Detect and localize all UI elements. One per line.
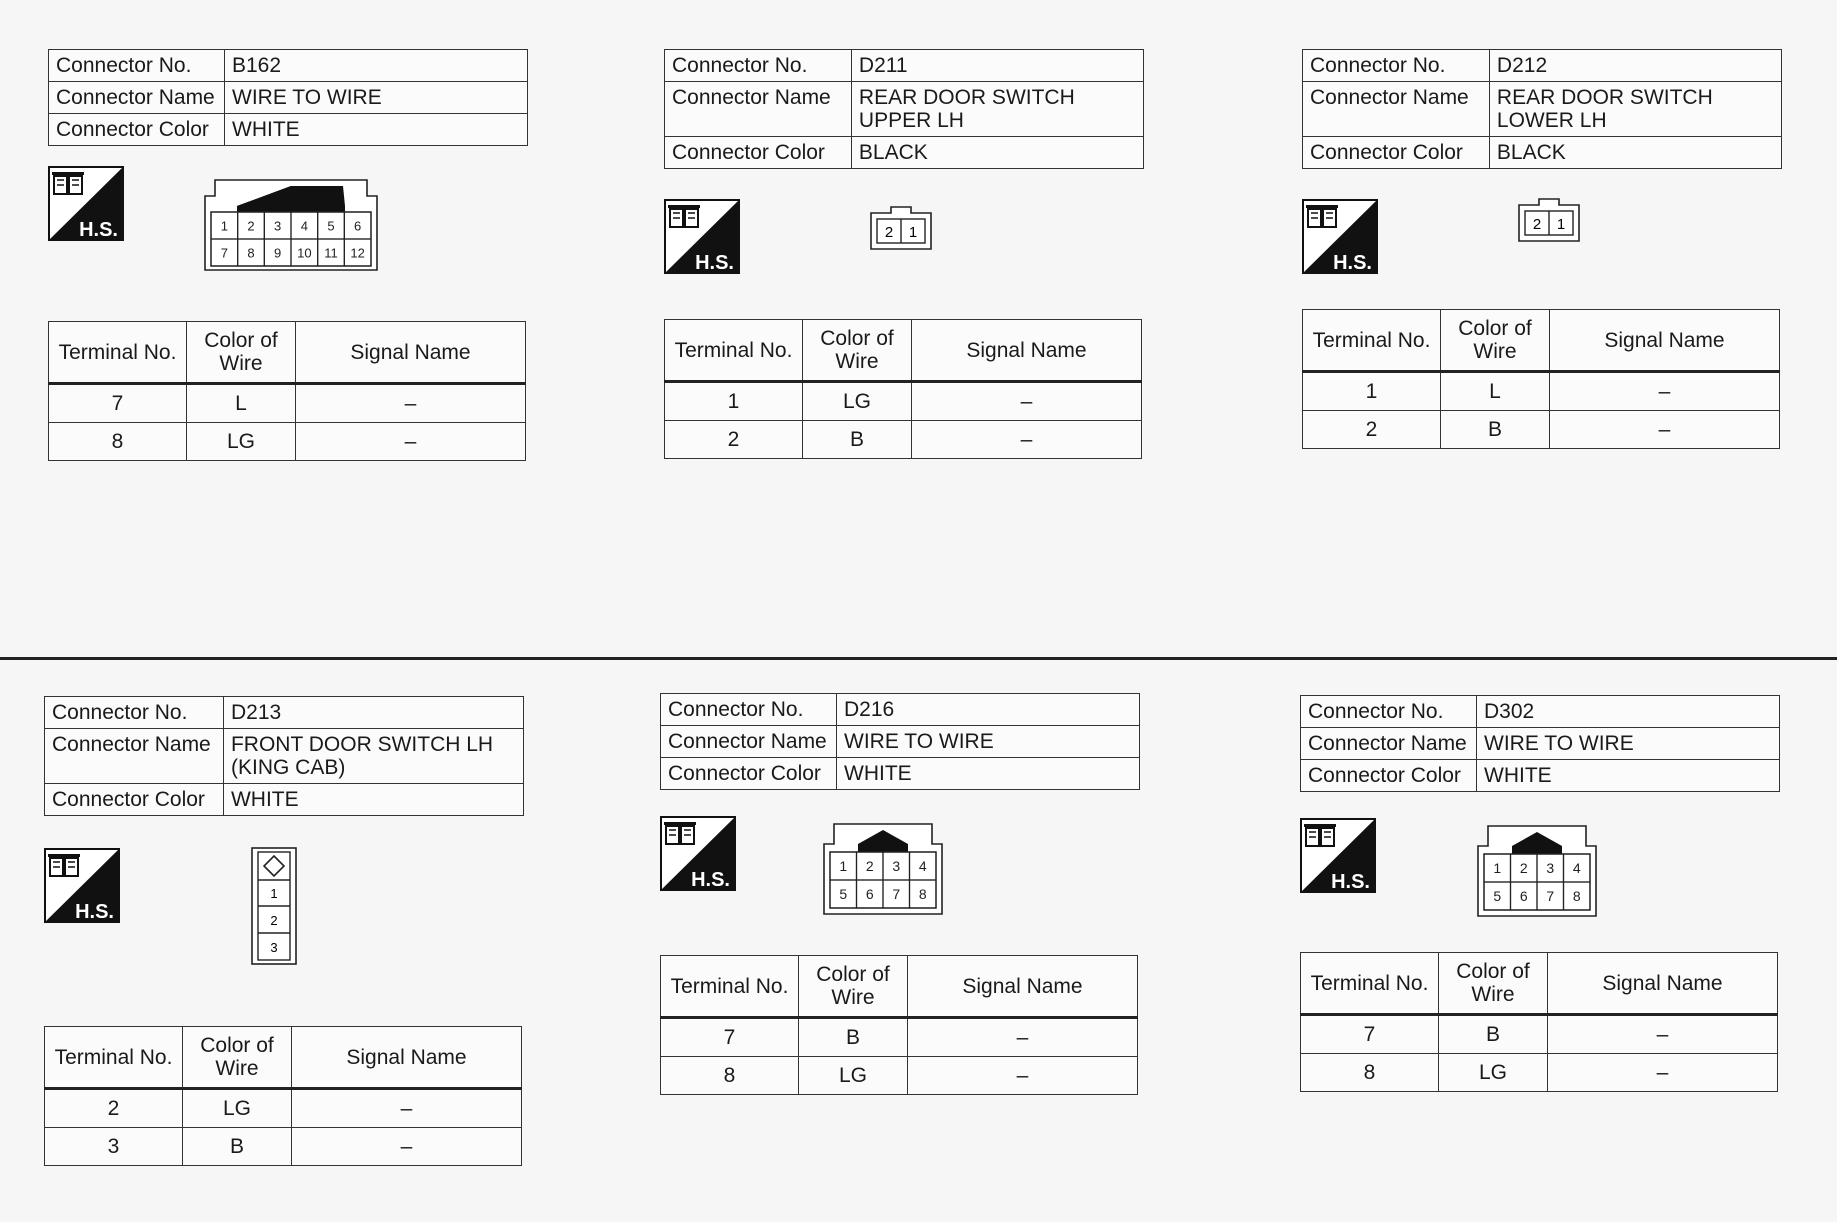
connector-color-value: BLACK: [851, 137, 1143, 169]
pin-label: 6: [354, 218, 362, 234]
pin-label: 1: [220, 218, 228, 234]
signal-name-header: Signal Name: [908, 956, 1138, 1018]
color-of-wire-header: Color of Wire: [799, 956, 908, 1018]
terminal-table: [660, 955, 1138, 1095]
terminal-table: [48, 321, 526, 461]
terminal-no-header: Terminal No.: [1303, 310, 1441, 372]
pin-label: 4: [300, 218, 308, 234]
pin-label: 1: [839, 858, 848, 874]
harness-side-icon: [1302, 199, 1378, 274]
terminal-table: [1302, 309, 1780, 449]
pin-label: 7: [892, 886, 901, 902]
terminal-cell: 8: [661, 1057, 799, 1095]
harness-side-icon: [48, 166, 124, 241]
pin-label: 2: [1532, 216, 1542, 233]
pin-label: 6: [865, 886, 874, 902]
connector-color-label: Connector Color: [49, 114, 225, 146]
terminal-table: [44, 1026, 522, 1166]
connector-no-label: Connector No.: [661, 694, 837, 726]
pin-cells: [1484, 854, 1590, 910]
terminal-cell: 2: [1303, 411, 1441, 449]
pin-label: 8: [1572, 888, 1581, 904]
signal-cell: –: [1550, 411, 1780, 449]
terminal-cell: 8: [1301, 1054, 1439, 1092]
signal-cell: –: [908, 1018, 1138, 1057]
pin-label: 2: [1519, 860, 1528, 876]
connector-no-value: D302: [1477, 696, 1780, 728]
terminal-no-header: Terminal No.: [49, 322, 187, 384]
table-row: [45, 1089, 522, 1128]
terminal-cell: 7: [49, 384, 187, 423]
wire-color-cell: L: [187, 384, 296, 423]
wire-color-cell: LG: [1439, 1054, 1548, 1092]
connector-info-table: [1300, 695, 1780, 792]
connector-name-label: Connector Name: [665, 82, 852, 137]
table-row: [665, 421, 1142, 459]
connector-12pin-diagram: [203, 172, 379, 272]
connector-block-b162: [48, 49, 528, 461]
table-row: [661, 1018, 1138, 1057]
table-row: [1301, 1054, 1778, 1092]
connector-name-label: Connector Name: [1303, 82, 1490, 137]
signal-name-header: Signal Name: [296, 322, 526, 384]
connector-block-d213: [44, 696, 524, 1166]
connector-8pin-diagram: [822, 820, 944, 916]
terminal-no-header: Terminal No.: [1301, 953, 1439, 1015]
wire-color-cell: B: [183, 1128, 292, 1166]
signal-cell: –: [912, 421, 1142, 459]
connector-block-d216: [660, 693, 1140, 1095]
diagram-row: [1302, 169, 1782, 309]
connector-color-value: WHITE: [223, 784, 523, 816]
signal-cell: –: [912, 382, 1142, 421]
pin-label: 1: [908, 224, 918, 241]
wire-color-cell: LG: [187, 423, 296, 461]
table-row: [1303, 411, 1780, 449]
pin-label: 8: [247, 245, 255, 261]
pin-label: 3: [1546, 860, 1555, 876]
connector-info-table: [664, 49, 1144, 169]
connector-no-value: D216: [837, 694, 1140, 726]
connector-color-label: Connector Color: [45, 784, 224, 816]
diagram-row: [660, 790, 1140, 955]
signal-name-header: Signal Name: [292, 1027, 522, 1089]
pin-label: 7: [220, 245, 228, 261]
signal-name-header: Signal Name: [912, 320, 1142, 382]
pin-label: 5: [1493, 888, 1502, 904]
connector-no-value: D213: [223, 697, 523, 729]
connector-no-label: Connector No.: [49, 50, 225, 82]
connector-name-value: REAR DOOR SWITCH UPPER LH: [851, 82, 1143, 137]
connector-no-label: Connector No.: [1303, 50, 1490, 82]
terminal-cell: 3: [45, 1128, 183, 1166]
connector-no-value: D212: [1489, 50, 1781, 82]
signal-cell: –: [908, 1057, 1138, 1095]
pin-label: 1: [1493, 860, 1502, 876]
connector-name-value: REAR DOOR SWITCH LOWER LH: [1489, 82, 1781, 137]
pin-label: 4: [918, 858, 927, 874]
connector-name-label: Connector Name: [1301, 728, 1477, 760]
signal-cell: –: [1548, 1015, 1778, 1054]
terminal-cell: 2: [45, 1089, 183, 1128]
connector-name-label: Connector Name: [661, 726, 837, 758]
diagram-row: [48, 146, 528, 321]
connector-info-table: [48, 49, 528, 146]
pin-label: 2: [865, 858, 874, 874]
connector-3pin-vertical-diagram: [250, 846, 298, 966]
connector-name-value: FRONT DOOR SWITCH LH (KING CAB): [223, 729, 523, 784]
table-row: [49, 384, 526, 423]
pin-label: 3: [892, 858, 901, 874]
connector-2pin-diagram: [869, 205, 933, 251]
terminal-cell: 7: [1301, 1015, 1439, 1054]
signal-cell: –: [1550, 372, 1780, 411]
pin-label: 9: [274, 245, 282, 261]
pin-label: 5: [839, 886, 848, 902]
table-row: [1303, 372, 1780, 411]
connector-name-value: WIRE TO WIRE: [1477, 728, 1780, 760]
pin-label: 12: [350, 245, 365, 261]
svg-text:H.S.: H.S.: [691, 869, 730, 891]
connector-info-table: [660, 693, 1140, 790]
terminal-cell: 8: [49, 423, 187, 461]
harness-side-icon: [660, 816, 736, 891]
connector-name-label: Connector Name: [45, 729, 224, 784]
pin-label: 5: [327, 218, 335, 234]
terminal-cell: 7: [661, 1018, 799, 1057]
wire-color-cell: LG: [803, 382, 912, 421]
connector-no-label: Connector No.: [1301, 696, 1477, 728]
connector-info-table: [1302, 49, 1782, 169]
harness-side-icon: [1300, 818, 1376, 893]
connector-8pin-diagram: [1476, 822, 1598, 918]
connector-color-value: WHITE: [225, 114, 528, 146]
harness-side-icon: [664, 199, 740, 274]
connector-block-d211: [664, 49, 1144, 459]
connector-no-label: Connector No.: [665, 50, 852, 82]
terminal-cell: 1: [665, 382, 803, 421]
svg-text:H.S.: H.S.: [1333, 252, 1372, 274]
connector-color-value: BLACK: [1489, 137, 1781, 169]
section-divider: [0, 657, 1837, 660]
pin-label: 7: [1546, 888, 1555, 904]
color-of-wire-header: Color of Wire: [1441, 310, 1550, 372]
pin-label: 1: [270, 886, 278, 901]
signal-cell: –: [1548, 1054, 1778, 1092]
diagram-row: [1300, 792, 1780, 952]
connector-info-table: [44, 696, 524, 816]
connector-name-value: WIRE TO WIRE: [225, 82, 528, 114]
svg-text:H.S.: H.S.: [75, 901, 114, 923]
diagram-row: [664, 169, 1144, 319]
connector-name-value: WIRE TO WIRE: [837, 726, 1140, 758]
color-of-wire-header: Color of Wire: [187, 322, 296, 384]
wire-color-cell: LG: [183, 1089, 292, 1128]
terminal-table: [664, 319, 1142, 459]
color-of-wire-header: Color of Wire: [183, 1027, 292, 1089]
connector-no-label: Connector No.: [45, 697, 224, 729]
wire-color-cell: B: [1439, 1015, 1548, 1054]
connector-name-label: Connector Name: [49, 82, 225, 114]
table-row: [45, 1128, 522, 1166]
table-row: [1301, 1015, 1778, 1054]
wire-color-cell: B: [799, 1018, 908, 1057]
pin-cells: [830, 852, 936, 908]
terminal-no-header: Terminal No.: [665, 320, 803, 382]
signal-cell: –: [292, 1128, 522, 1166]
diagram-row: [44, 816, 524, 1026]
wire-color-cell: B: [1441, 411, 1550, 449]
pin-label: 8: [918, 886, 927, 902]
color-of-wire-header: Color of Wire: [1439, 953, 1548, 1015]
pin-label: 10: [297, 245, 312, 261]
table-row: [665, 382, 1142, 421]
hs-badge-text: H.S.: [79, 219, 118, 241]
color-of-wire-header: Color of Wire: [803, 320, 912, 382]
pin-label: 1: [1556, 216, 1566, 233]
signal-cell: –: [296, 423, 526, 461]
wire-color-cell: L: [1441, 372, 1550, 411]
terminal-no-header: Terminal No.: [661, 956, 799, 1018]
connector-no-value: D211: [851, 50, 1143, 82]
table-row: [49, 423, 526, 461]
svg-text:H.S.: H.S.: [695, 252, 734, 274]
connector-color-label: Connector Color: [1303, 137, 1490, 169]
connector-color-value: WHITE: [837, 758, 1140, 790]
connector-color-label: Connector Color: [661, 758, 837, 790]
signal-cell: –: [296, 384, 526, 423]
svg-text:H.S.: H.S.: [1331, 871, 1370, 893]
table-row: [661, 1057, 1138, 1095]
pin-label: 6: [1519, 888, 1528, 904]
pin-label: 2: [884, 224, 894, 241]
terminal-no-header: Terminal No.: [45, 1027, 183, 1089]
wire-color-cell: LG: [799, 1057, 908, 1095]
terminal-cell: 1: [1303, 372, 1441, 411]
connector-block-d212: [1302, 49, 1782, 449]
pin-label: 2: [270, 913, 278, 928]
connector-color-label: Connector Color: [665, 137, 852, 169]
wire-color-cell: B: [803, 421, 912, 459]
pin-label: 3: [270, 940, 278, 955]
connector-color-value: WHITE: [1477, 760, 1780, 792]
connector-2pin-diagram: [1517, 197, 1581, 243]
signal-name-header: Signal Name: [1550, 310, 1780, 372]
signal-cell: –: [292, 1089, 522, 1128]
pin-label: 3: [274, 218, 282, 234]
pin-label: 4: [1572, 860, 1581, 876]
connector-no-value: B162: [225, 50, 528, 82]
connector-color-label: Connector Color: [1301, 760, 1477, 792]
connector-block-d302: [1300, 695, 1780, 1092]
terminal-cell: 2: [665, 421, 803, 459]
terminal-table: [1300, 952, 1778, 1092]
pin-label: 2: [247, 218, 255, 234]
signal-name-header: Signal Name: [1548, 953, 1778, 1015]
harness-side-icon: [44, 848, 120, 923]
pin-label: 11: [324, 245, 338, 261]
